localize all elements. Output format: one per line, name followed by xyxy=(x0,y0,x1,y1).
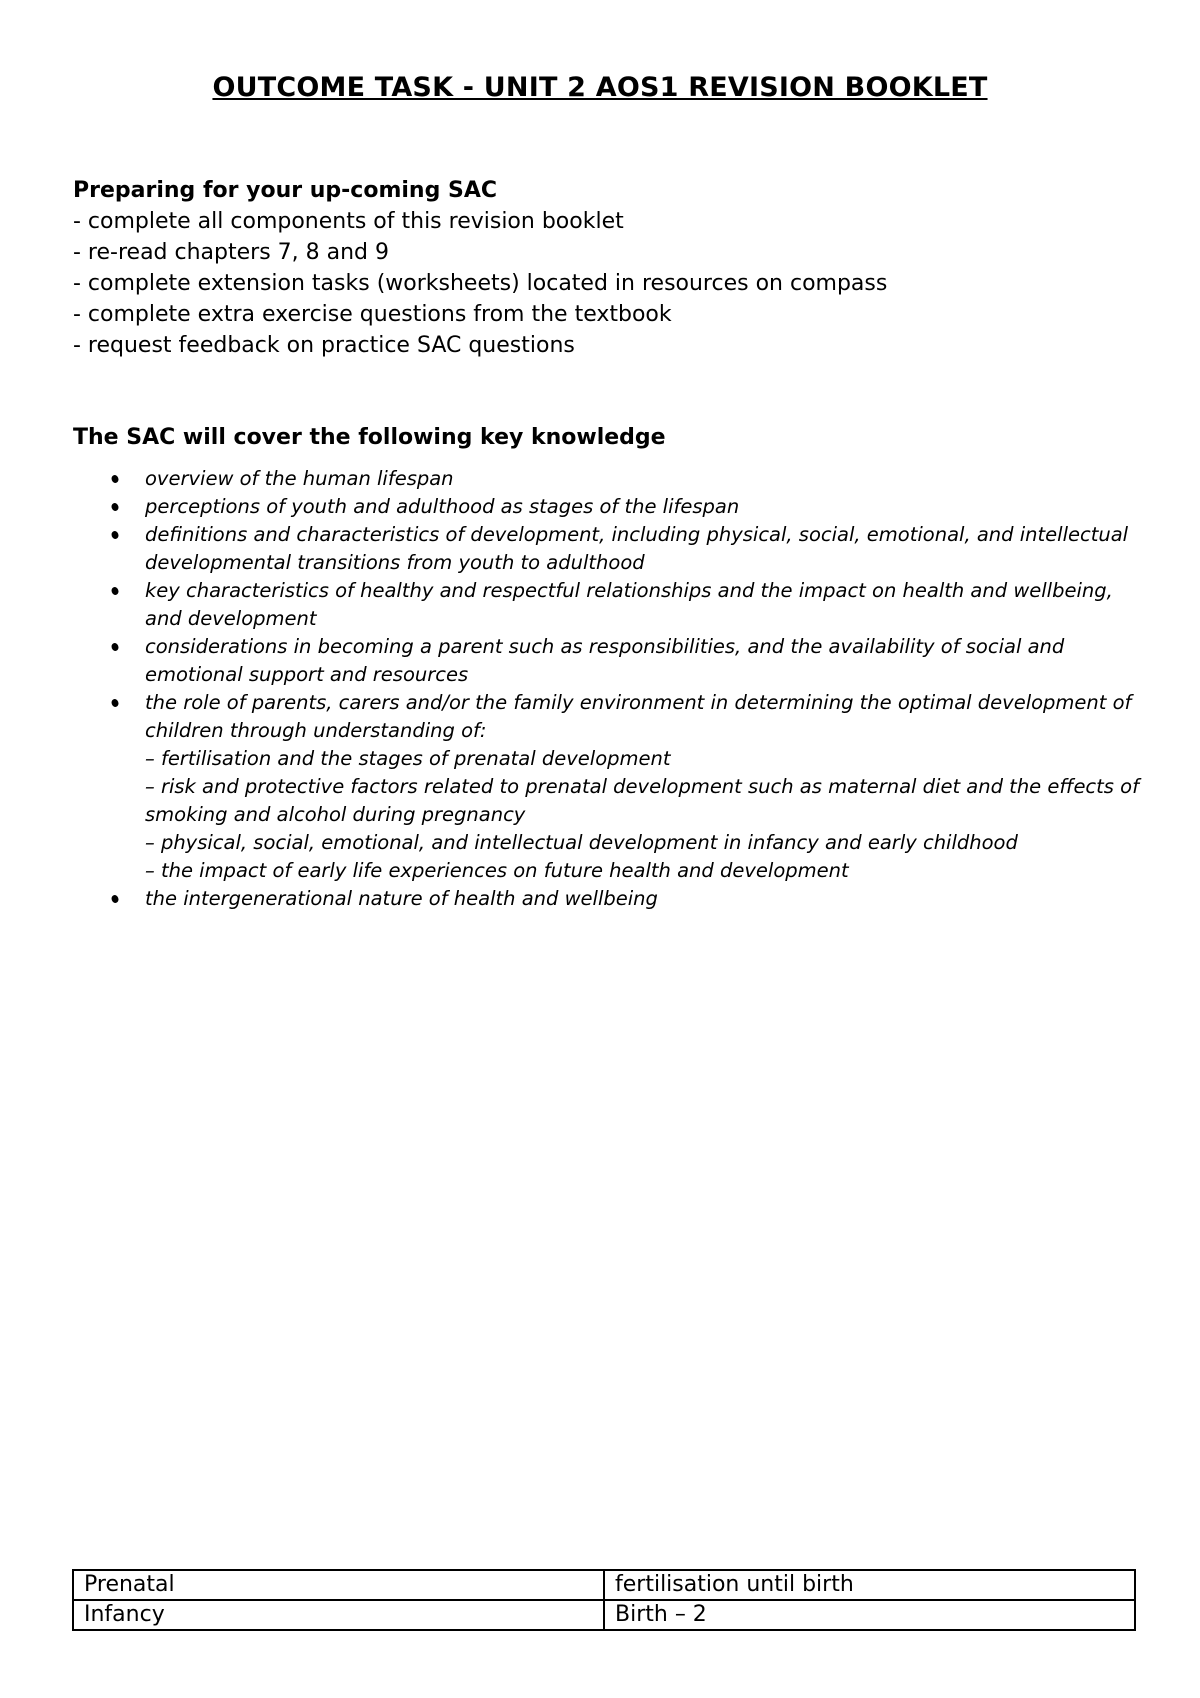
lifespan-stages-table xyxy=(72,1569,1136,1631)
list-item-text: key characteristics of healthy and respectful relationships and the impact on health and wellbeing, and development xyxy=(145,579,1113,630)
bullet-icon xyxy=(110,698,119,708)
bullet-icon xyxy=(110,642,119,652)
list-item-text: the intergenerational nature of health and wellbeing xyxy=(145,887,658,910)
page-title: OUTCOME TASK - UNIT 2 AOS1 REVISION BOOKLET xyxy=(212,72,988,103)
period-cell: Birth – 2 xyxy=(604,1600,1135,1630)
list-item-text: considerations in becoming a parent such as responsibilities, and the availability of social and emotional support and resources xyxy=(145,635,1065,686)
stage-cell: Infancy xyxy=(73,1600,604,1630)
preparing-section xyxy=(73,175,1133,361)
list-subitem-text: – risk and protective factors related to prenatal development such as maternal diet and the effects of smoking and alcohol during pregnancy xyxy=(145,775,1139,826)
table-row xyxy=(73,1600,1135,1630)
table-row xyxy=(73,1570,1135,1600)
list-item xyxy=(73,465,1143,493)
period-cell: fertilisation until birth xyxy=(604,1570,1135,1600)
list-item-text: overview of the human lifespan xyxy=(145,467,454,490)
stage-cell: Prenatal xyxy=(73,1570,604,1600)
preparing-line: - complete extension tasks (worksheets) located in resources on compass xyxy=(73,271,888,296)
list-item-text: perceptions of youth and adulthood as stages of the lifespan xyxy=(145,495,740,518)
bullet-icon xyxy=(110,474,119,484)
preparing-line: - complete extra exercise questions from the textbook xyxy=(73,302,672,327)
bullet-icon xyxy=(110,530,119,540)
key-knowledge-heading: The SAC will cover the following key knowledge xyxy=(73,425,666,450)
list-item-text: the role of parents, carers and/or the family environment in determining the optimal development of children through understanding of: xyxy=(145,691,1132,742)
list-item xyxy=(73,885,1143,913)
bullet-icon xyxy=(110,586,119,596)
list-item xyxy=(73,577,1143,633)
preparing-line: - request feedback on practice SAC questions xyxy=(73,333,575,358)
preparing-heading: Preparing for your up-coming SAC xyxy=(73,178,498,203)
list-item-text: definitions and characteristics of development, including physical, social, emotional, and intellectual developmental transitions from youth to adulthood xyxy=(145,523,1129,574)
list-item xyxy=(73,521,1143,577)
list-subitem-text: – fertilisation and the stages of prenatal development xyxy=(145,747,671,770)
list-subitem-text: – the impact of early life experiences on future health and development xyxy=(145,859,849,882)
bullet-icon xyxy=(110,502,119,512)
preparing-line: - complete all components of this revision booklet xyxy=(73,209,624,234)
list-subitem-text: – physical, social, emotional, and intellectual development in infancy and early childhood xyxy=(145,831,1018,854)
list-item xyxy=(73,493,1143,521)
key-knowledge-list xyxy=(73,465,1143,913)
list-item xyxy=(73,689,1143,885)
bullet-icon xyxy=(110,894,119,904)
preparing-line: - re-read chapters 7, 8 and 9 xyxy=(73,240,390,265)
list-item xyxy=(73,633,1143,689)
